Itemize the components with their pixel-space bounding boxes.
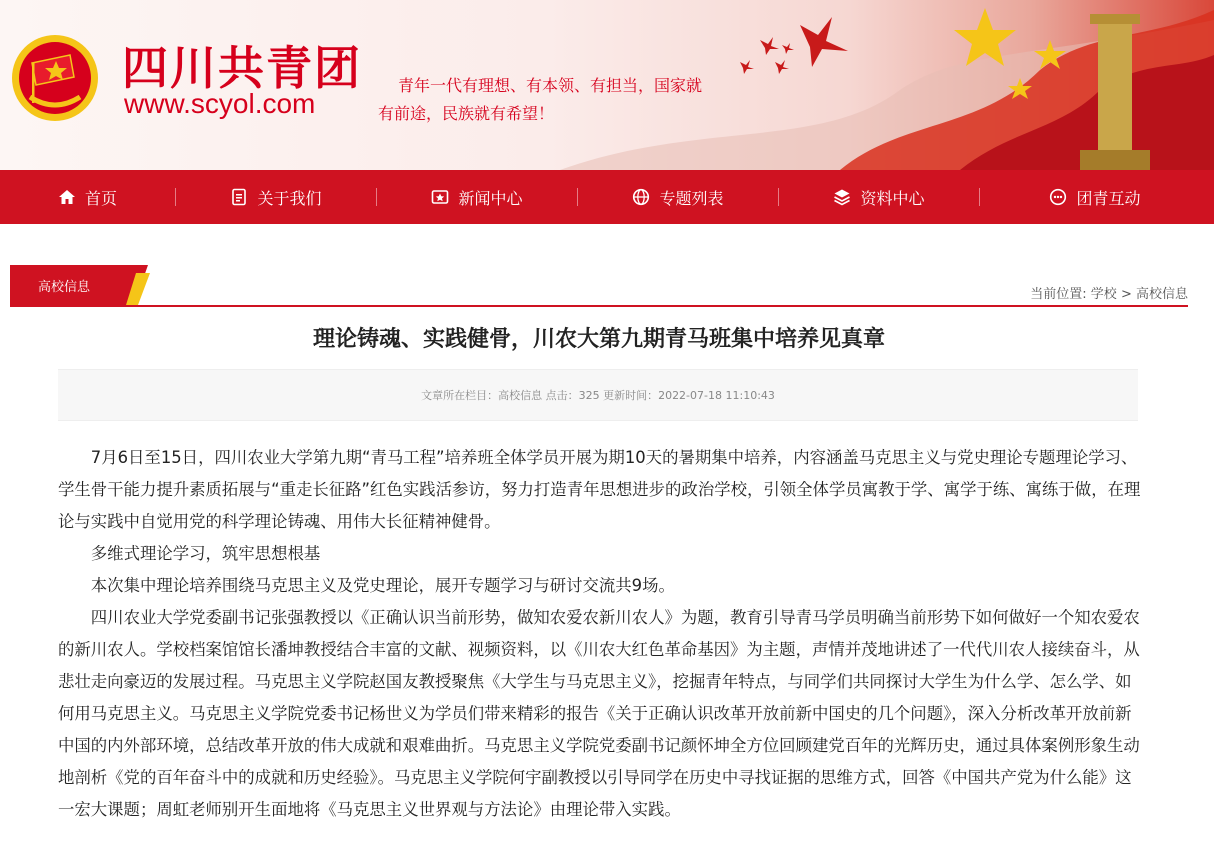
nav-label: 关于我们	[257, 188, 322, 208]
youth-league-logo[interactable]	[10, 33, 100, 123]
slogan-line-1: 青年一代有理想、有本领、有担当，国家就	[398, 76, 703, 95]
breadcrumb-prefix: 当前位置:	[1030, 287, 1091, 302]
globe-icon	[632, 188, 650, 206]
site-url[interactable]: www.scyol.com	[124, 88, 316, 119]
nav-item-about[interactable]	[176, 170, 376, 224]
layers-icon	[833, 188, 851, 206]
nav-item-topics[interactable]	[578, 170, 778, 224]
site-name[interactable]: 四川共青团	[122, 41, 362, 95]
news-icon	[431, 188, 449, 206]
home-icon	[58, 188, 76, 206]
main-nav	[0, 170, 1214, 224]
breadcrumb-link-school[interactable]: 学校	[1090, 287, 1117, 302]
article-paragraph: 7月6日至15日，四川农业大学第九期“青马工程”培养班全体学员开展为期10天的暑期集中培养，内容涵盖马克思主义与党史理论专题理论学习、学生骨干能力提升素质拓展与“重走长征路”红色实践活参访，努力打造青年思想进步的政治学校，引领全体学员寓教于学、寓学于练、寓练于做，在理论与实践中自觉用党的科学理论铸魂、用伟大长征精神健骨。	[58, 448, 1141, 531]
nav-item-interaction[interactable]	[980, 170, 1210, 224]
birds-icon	[740, 17, 848, 74]
breadcrumb-separator: >	[1116, 287, 1136, 302]
slogan-line-2: 有前途，民族就有希望！	[378, 104, 555, 123]
article-paragraph: 四川农业大学党委副书记张强教授以《正确认识当前形势，做知农爱农新川农人》为题，教育引导青马学员明确当前形势下如何做好一个知农爱农的新川农人。学校档案馆馆长潘坤教授结合丰富的文献、视频资料，以《川农大红色革命基因》为主题，声情并茂地讲述了一代代川农人接续奋斗，从悲壮走向豪迈的发展过程。马克思主义学院赵国友教授聚焦《大学生与马克思主义》，挖掘青年特点，与同学们共同探讨大学生为什么学、怎么学、如何用马克思主义。马克思主义学院党委书记杨世义为学员们带来精彩的报告《关于正确认识改革开放前新中国史的几个问题》，深入分析改革开放前新中国的内外部环境，总结改革开放的伟大成就和艰难曲折。马克思主义学院党委副书记颜怀坤全方位回顾建党百年的光辉历史，通过具体案例形象生动地剖析《党的百年奋斗中的成就和历史经验》。马克思主义学院何宇副教授以引导同学在历史中寻找证据的思维方式，回答《中国共产党为什么能》这一宏大课题；周虹老师别开生面地将《马克思主义世界观与方法论》由理论带入实践。	[58, 608, 1140, 819]
article-paragraph: 本次集中理论培养围绕马克思主义及党史理论，展开专题学习与研讨交流共9场。	[90, 576, 675, 595]
category-tab-label[interactable]: 高校信息	[38, 280, 91, 295]
nav-label: 资料中心	[860, 188, 925, 208]
article-title: 理论铸魂、实践健骨，川农大第九期青马班集中培养见真章	[312, 327, 885, 352]
nav-label: 专题列表	[659, 188, 724, 208]
nav-label: 团青互动	[1076, 188, 1141, 208]
article-meta	[58, 369, 1138, 421]
nav-item-home[interactable]	[0, 170, 175, 224]
article-body	[58, 442, 1142, 826]
article-meta-text: 文章所在栏目：高校信息 点击：325 更新时间：2022-07-18 11:10:43	[421, 389, 775, 402]
slogan	[378, 72, 718, 128]
header-banner	[0, 0, 1214, 170]
article-subheading: 多维式理论学习，筑牢思想根基	[90, 544, 321, 563]
document-icon	[230, 188, 248, 206]
chat-icon	[1049, 188, 1067, 206]
breadcrumb	[1030, 283, 1188, 302]
nav-label: 新闻中心	[458, 188, 523, 208]
nav-item-news[interactable]	[377, 170, 577, 224]
nav-item-resources[interactable]	[779, 170, 979, 224]
nav-label: 首页	[84, 188, 117, 208]
breadcrumb-link-category[interactable]: 高校信息	[1135, 287, 1188, 302]
category-bar	[10, 265, 1188, 307]
